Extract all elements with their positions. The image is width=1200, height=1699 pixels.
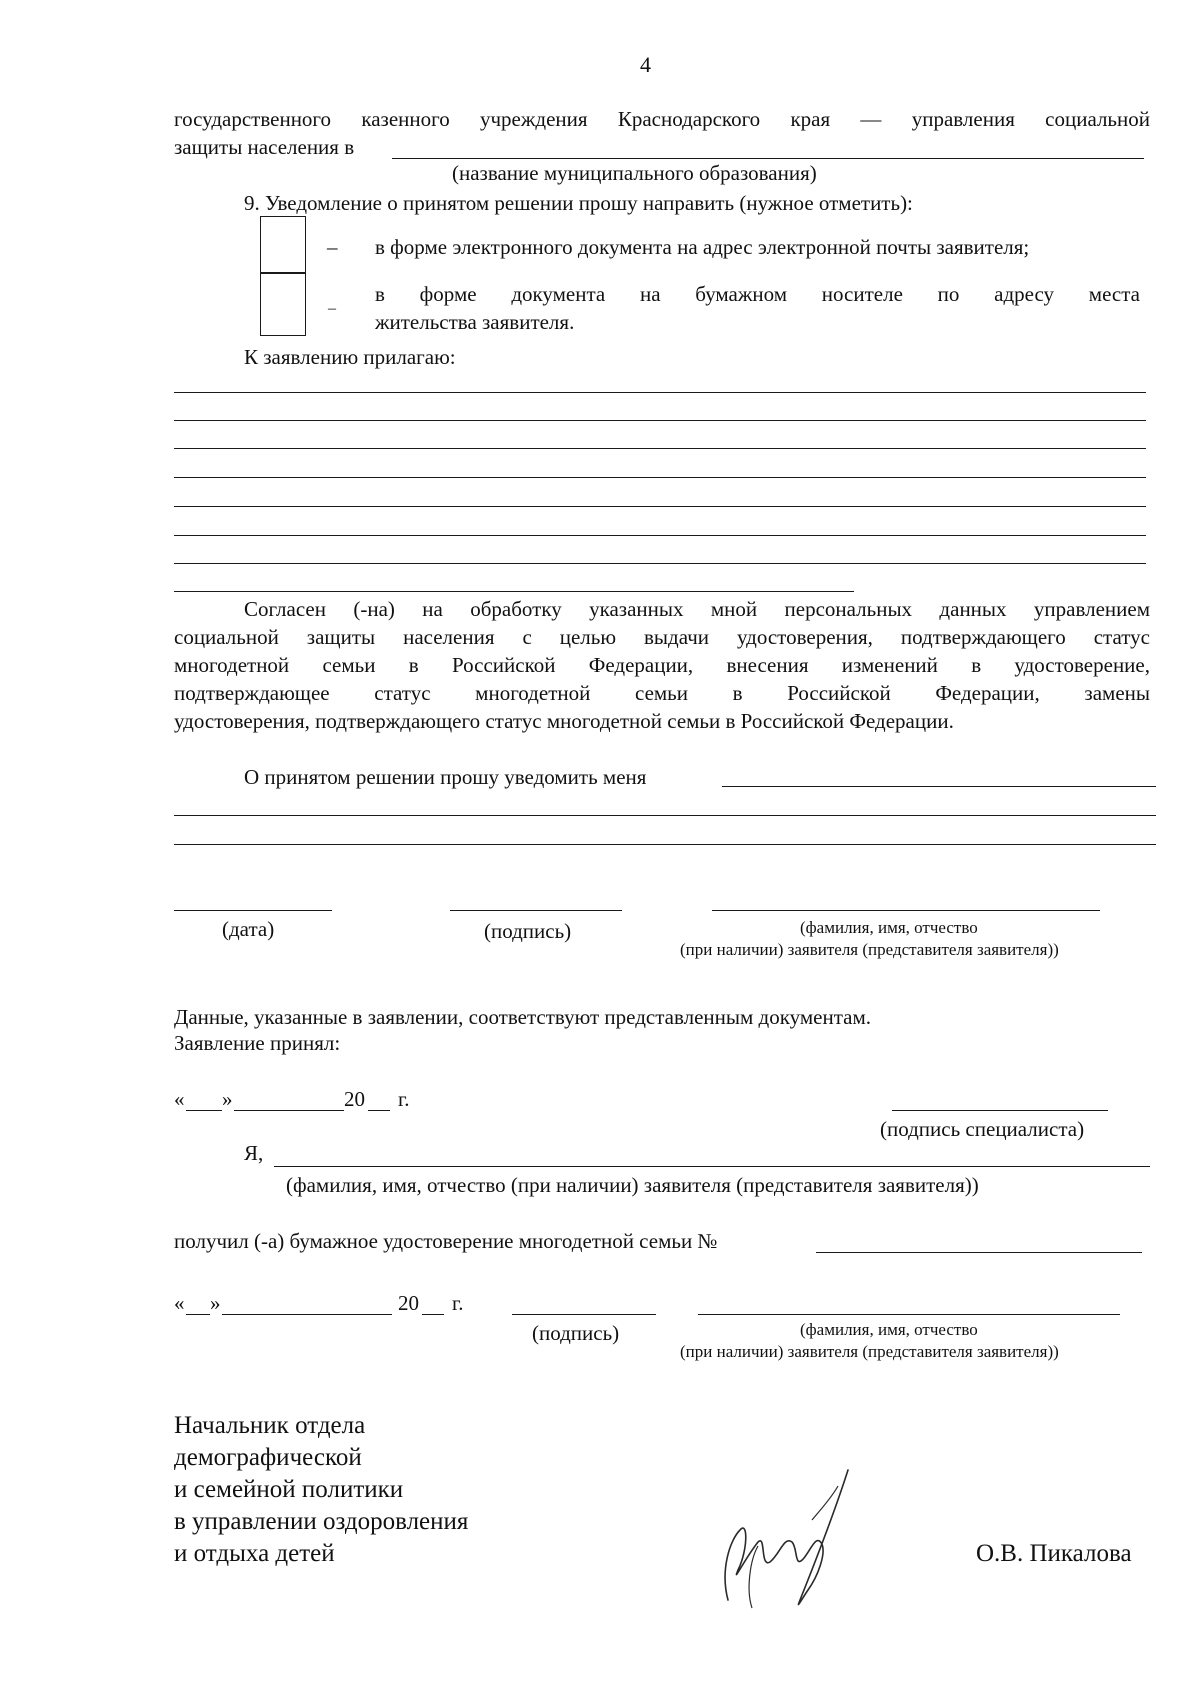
receipt-year-field[interactable] [422, 1314, 444, 1315]
fullname-caption-line-1: (фамилия, имя, отчество [800, 918, 978, 937]
option2-line-1: в форме документа на бумажном носителе по адресу места [375, 282, 1140, 306]
acceptance-line-2: Заявление принял: [174, 1031, 341, 1055]
consent-line-3: многодетной семьи в Российской Федерации, внесения изменений в удостоверение, [174, 653, 1150, 677]
receipt-fullname-line[interactable] [274, 1166, 1150, 1167]
attachment-line[interactable] [174, 563, 1146, 564]
receipt-fullname-caption: (фамилия, имя, отчество (при наличии) заявителя (представителя заявителя)) [286, 1173, 979, 1197]
consent-line-2: социальной защиты населения с целью выдачи удостоверения, подтверждающего статус [174, 625, 1150, 649]
email-option-checkbox[interactable] [260, 216, 306, 274]
consent-line-5: удостоверения, подтверждающего статус многодетной семьи в Российской Федерации. [174, 709, 954, 733]
acceptance-date-close: » [222, 1087, 233, 1111]
receipt-ya: Я, [244, 1141, 264, 1165]
position-line-1: Начальник отдела [174, 1412, 366, 1439]
receipt-date-open: « [174, 1291, 185, 1315]
signature-caption: (подпись) [484, 919, 572, 943]
position-line-4: в управлении оздоровления [174, 1508, 469, 1535]
attachment-line[interactable] [174, 591, 854, 592]
receipt-day-field[interactable] [186, 1314, 210, 1315]
specialist-caption: (подпись специалиста) [880, 1117, 1085, 1141]
attachment-line[interactable] [174, 506, 1146, 507]
receipt-signature-line[interactable] [512, 1314, 656, 1315]
attachment-line[interactable] [174, 477, 1146, 478]
attachment-line[interactable] [174, 392, 1146, 393]
acceptance-year: 20 [344, 1087, 365, 1111]
fullname-caption-line-2: (при наличии) заявителя (представителя заявителя)) [680, 940, 1059, 959]
item9-heading: 9. Уведомление о принятом решении прошу направить (нужное отметить): [244, 191, 913, 215]
acceptance-date-open: « [174, 1087, 185, 1111]
acceptance-month-field[interactable] [234, 1110, 344, 1111]
municipality-caption: (название муниципального образования) [452, 161, 817, 185]
paper-option-checkbox[interactable] [260, 272, 306, 336]
specialist-signature-line[interactable] [892, 1110, 1108, 1111]
acceptance-line-1: Данные, указанные в заявлении, соответствуют представленным документам. [174, 1005, 871, 1029]
notify-field-line[interactable] [174, 815, 1156, 816]
receipt-name-caption-line-1: (фамилия, имя, отчество [800, 1320, 978, 1339]
date-field-line[interactable] [174, 910, 332, 911]
consent-line-4: подтверждающее статус многодетной семьи в Российской Федерации, замены [174, 681, 1150, 705]
receipt-year: 20 [398, 1291, 419, 1315]
consent-line-1: Согласен (-на) на обработку указанных мной персональных данных управлением [244, 597, 1150, 621]
position-line-3: и семейной политики [174, 1476, 404, 1503]
received-label: получил (-а) бумажное удостоверение многодетной семьи № [174, 1229, 718, 1253]
notify-field-line[interactable] [174, 844, 1156, 845]
position-line-5: и отдыха детей [174, 1540, 335, 1567]
handwritten-signature [700, 1450, 900, 1620]
option2-dash: – [328, 300, 336, 317]
attachments-label: К заявлению прилагаю: [244, 345, 456, 369]
intro-line-1: государственного казенного учреждения Краснодарского края — управления социальной [174, 107, 1150, 131]
attachment-line[interactable] [174, 420, 1146, 421]
receipt-date-close: » [210, 1291, 221, 1315]
municipality-field-line[interactable] [392, 158, 1144, 159]
receipt-month-field[interactable] [222, 1314, 392, 1315]
acceptance-day-field[interactable] [186, 1110, 222, 1111]
page-number: 4 [640, 52, 651, 77]
notify-label: О принятом решении прошу уведомить меня [244, 765, 647, 789]
intro-line-2: защиты населения в [174, 135, 355, 159]
option1-dash: – [327, 235, 338, 259]
fullname-field-line[interactable] [712, 910, 1100, 911]
acceptance-year-field[interactable] [368, 1110, 390, 1111]
position-line-2: демографической [174, 1444, 362, 1471]
signatory-name: О.В. Пикалова [976, 1540, 1132, 1567]
notify-field-line[interactable] [722, 786, 1156, 787]
option2-line-2: жительства заявителя. [375, 310, 575, 334]
signature-field-line[interactable] [450, 910, 622, 911]
position-title [174, 1410, 468, 1570]
option1-label: в форме электронного документа на адрес электронной почты заявителя; [375, 235, 1030, 259]
receipt-signature-caption: (подпись) [532, 1321, 620, 1345]
receipt-year-suffix: г. [452, 1291, 464, 1315]
acceptance-year-suffix: г. [398, 1087, 410, 1111]
attachment-line[interactable] [174, 448, 1146, 449]
receipt-name-caption-line-2: (при наличии) заявителя (представителя заявителя)) [680, 1342, 1059, 1361]
receipt-fullname-field-line[interactable] [698, 1314, 1120, 1315]
attachment-line[interactable] [174, 535, 1146, 536]
date-caption: (дата) [222, 917, 275, 941]
certificate-number-line[interactable] [816, 1252, 1142, 1253]
